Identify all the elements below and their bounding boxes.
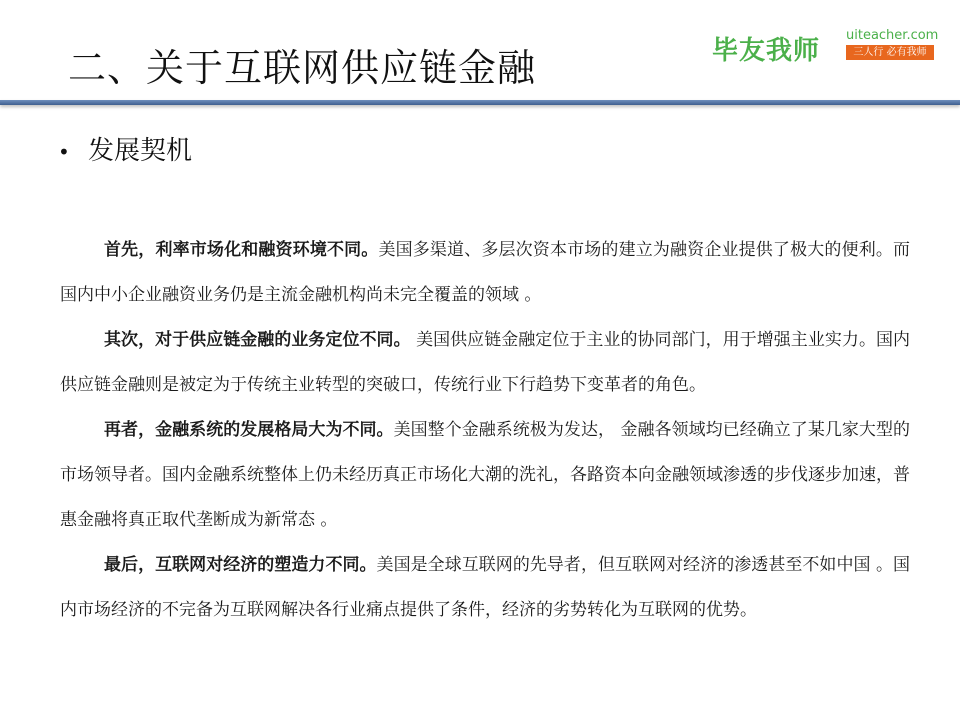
logo-url: uiteacher.com [846, 28, 939, 43]
paragraph-lead: 首先，利率市场化和融资环境不同。 [104, 240, 379, 260]
paragraph-lead: 最后，互联网对经济的塑造力不同。 [104, 555, 377, 575]
body-text [60, 228, 910, 633]
paragraph [60, 543, 910, 633]
section-heading [58, 134, 192, 169]
title-divider [0, 100, 960, 105]
paragraph-lead: 再者，金融系统的发展格局大为不同。 [104, 420, 394, 440]
brand-logo [712, 28, 939, 68]
logo-slogan: 三人行 必有我师 [846, 45, 934, 60]
paragraph [60, 228, 910, 318]
paragraph-body: 美国是全球互联网的先导者，但互联网对经济的渗透甚至不如中国 。国内市场经济的不完备为互联网解决各行业痛点提供了条件，经济的劣势转化为互联网的优势。 [60, 555, 911, 620]
paragraph-lead: 其次，对于供应链金融的业务定位不同。 [104, 330, 411, 350]
logo-name: 毕友我师 [712, 36, 821, 66]
paragraph [60, 408, 910, 543]
section-heading-label: 发展契机 [88, 136, 193, 166]
paragraph-body: 美国多渠道、多层次资本市场的建立为融资企业提供了极大的便利。而国内中小企业融资业务仍是主流金融机构尚未完全覆盖的领域 。 [60, 240, 911, 305]
page-title: 二、关于互联网供应链金融 [68, 46, 537, 90]
bullet-icon: • [58, 140, 70, 164]
paragraph-body: 美国整个金融系统极为发达， 金融各领域均已经确立了某几家大型的市场领导者。国内金融系统整体上仍未经历真正市场化大潮的洗礼，各路资本向金融领域渗透的步伐逐步加速，普惠金融将真正取代垄断成为新常态 。 [60, 420, 910, 530]
paragraph [60, 318, 910, 408]
paragraph-body: 美国供应链金融定位于主业的协同部门，用于增强主业实力。国内供应链金融则是被定为于传统主业转型的突破口，传统行业下行趋势下变革者的角色。 [60, 330, 911, 395]
